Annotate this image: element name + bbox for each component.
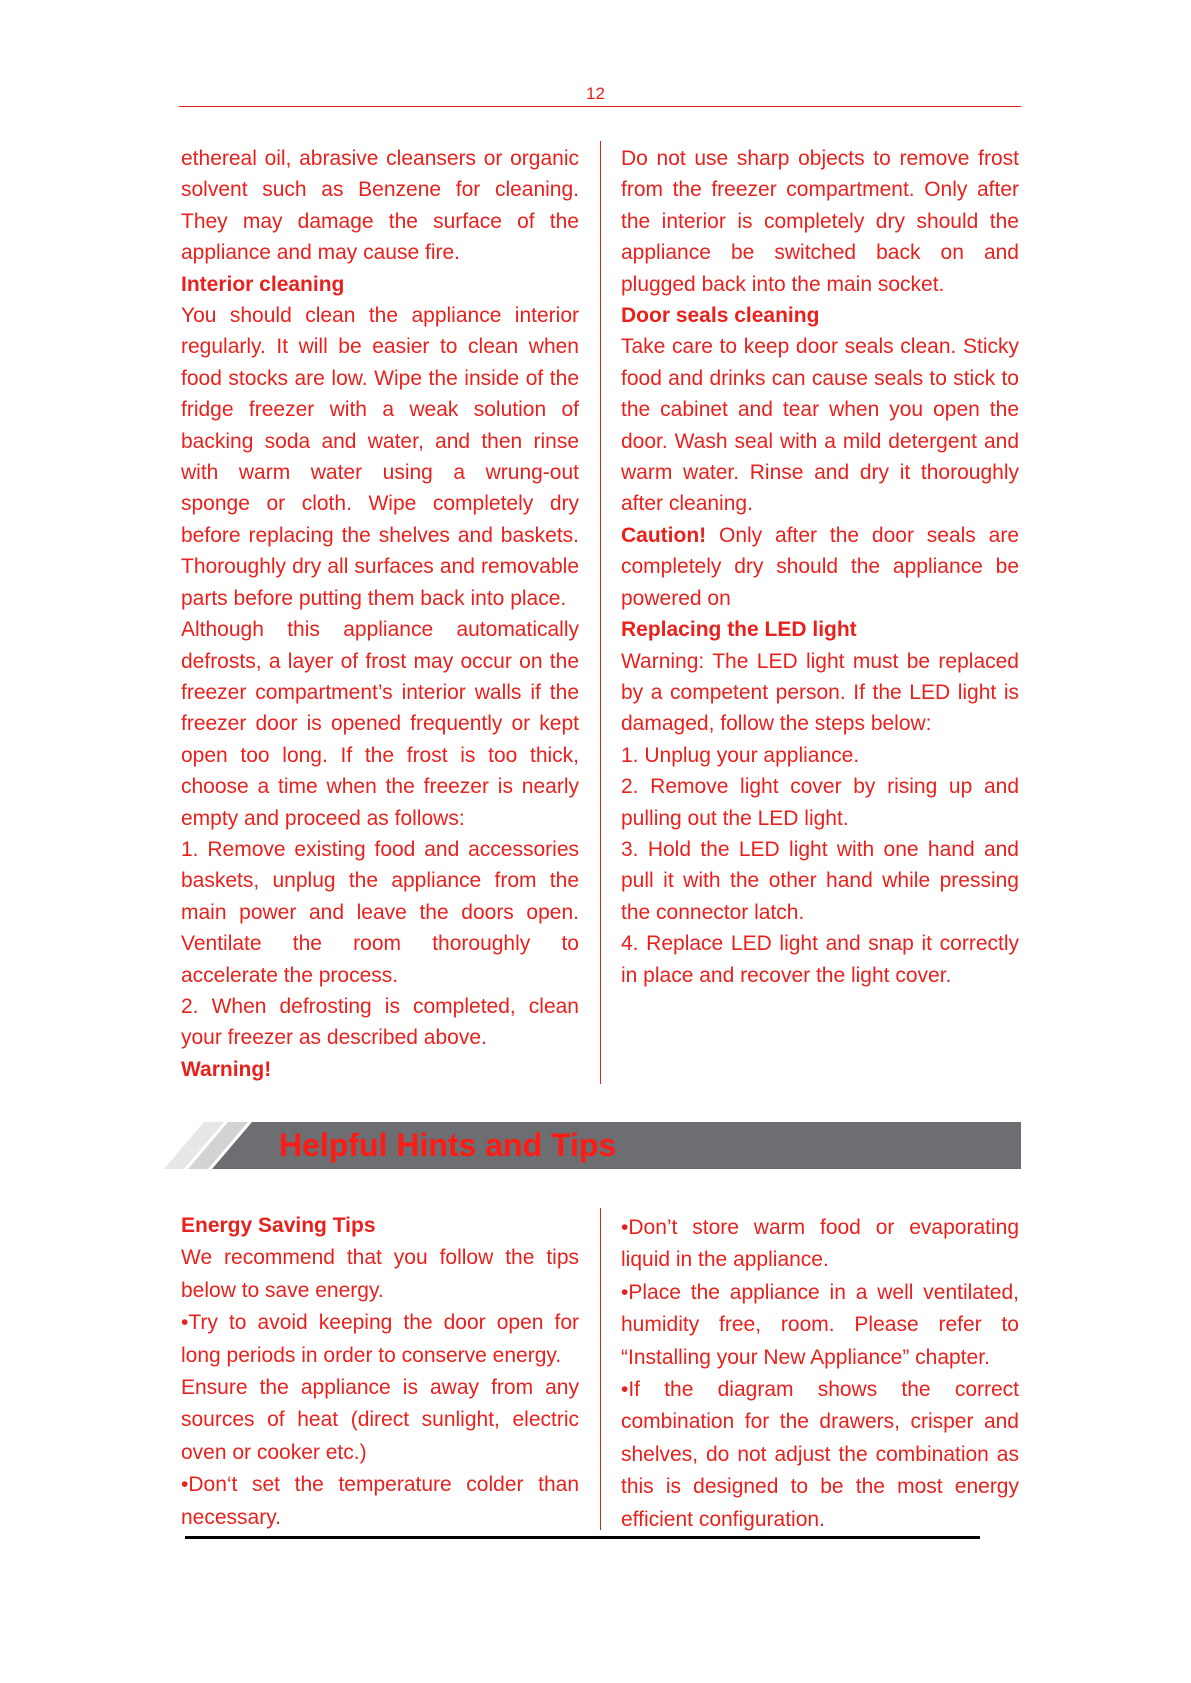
section-heading: Replacing the LED light (621, 618, 857, 642)
cleaning-column-left (181, 143, 579, 1085)
body-paragraph: Warning: The LED light must be replaced by a competent person. If the LED light is damaged, follow the steps below: (621, 649, 1019, 736)
body-paragraph: •If the diagram shows the correct combination for the drawers, crisper and shelves, do not adjust the combination as this is designed to be the most energy efficient configuration. (621, 1378, 1019, 1531)
body-paragraph: You should clean the appliance interior regularly. It will be easier to clean when food stocks are low. Wipe the inside of the fridge freezer with a weak solution of backing soda and water, and then rinse with warm water using a wrung-out sponge or cloth. Wipe completely dry before replacing the shelves and baskets. Thoroughly dry all surfaces and removable parts before putting them back into place. (181, 304, 579, 610)
body-paragraph: ethereal oil, abrasive cleansers or organic solvent such as Benzene for cleaning. They may damage the surface of the appliance and may cause fire. (181, 147, 579, 265)
body-paragraph: •Don‘t set the temperature colder than necessary. (181, 1473, 579, 1529)
caution-text: Only after the door seals are completely dry should the appliance be powered on (621, 523, 1019, 610)
caution-paragraph (621, 520, 1019, 614)
body-paragraph: 3. Hold the LED light with one hand and pull it with the other hand while pressing the connector latch. (621, 837, 1019, 924)
energy-tips-column-right (621, 1212, 1019, 1536)
page-number: 12 (586, 84, 605, 103)
cleaning-column-right (621, 143, 1019, 991)
body-paragraph: Do not use sharp objects to remove frost from the freezer compartment. Only after the interior is completely dry should the appliance be switched back on and plugged back into the main socket. (621, 147, 1019, 296)
body-paragraph: 4. Replace LED light and snap it correctly in place and recover the light cover. (621, 932, 1019, 987)
body-paragraph: 2. Remove light cover by rising up and pulling out the LED light. (621, 775, 1019, 830)
body-paragraph: •Place the appliance in a well ventilated, humidity free, room. Please refer to “Installing your New Appliance” chapter. (621, 1280, 1019, 1369)
body-paragraph: 2. When defrosting is completed, clean your freezer as described above. (181, 994, 579, 1050)
body-paragraph: 1. Remove existing food and accessories baskets, unplug the appliance from the main power and leave the doors open. Ventilate the room thoroughly to accelerate the process. (181, 837, 579, 987)
body-paragraph: Take care to keep door seals clean. Sticky food and drinks can cause seals to stick to the cabinet and tear when you open the door. Wash seal with a mild detergent and warm water. Rinse and dry it thoroughly after cleaning. (621, 335, 1019, 516)
section-heading: Interior cleaning (181, 272, 345, 296)
body-paragraph: We recommend that you follow the tips below to save energy. (181, 1246, 579, 1302)
section-banner (164, 1122, 1021, 1169)
section-title: Helpful Hints and Tips (279, 1127, 617, 1163)
body-paragraph: •Don’t store warm food or evaporating liquid in the appliance. (621, 1216, 1019, 1272)
section-heading: Door seals cleaning (621, 304, 820, 328)
footer-rule (185, 1536, 980, 1539)
body-paragraph: •Try to avoid keeping the door open for long periods in order to conserve energy. (181, 1311, 579, 1367)
column-divider-top (600, 141, 601, 1084)
caution-label: Caution! (621, 523, 707, 547)
section-heading: Energy Saving Tips (181, 1214, 376, 1237)
header-rule (179, 106, 1021, 107)
section-heading: Warning! (181, 1057, 272, 1081)
energy-tips-column-left (181, 1210, 579, 1534)
column-divider-bottom (600, 1208, 601, 1530)
body-paragraph: Ensure the appliance is away from any sources of heat (direct sunlight, electric oven or cooker etc.) (181, 1376, 579, 1464)
body-paragraph: 1. Unplug your appliance. (621, 743, 860, 767)
body-paragraph: Although this appliance automatically defrosts, a layer of frost may occur on the freezer compartment’s interior walls if the freezer door is opened frequently or kept open too long. If the frost is too thick, choose a time when the freezer is nearly empty and proceed as follows: (181, 618, 579, 830)
